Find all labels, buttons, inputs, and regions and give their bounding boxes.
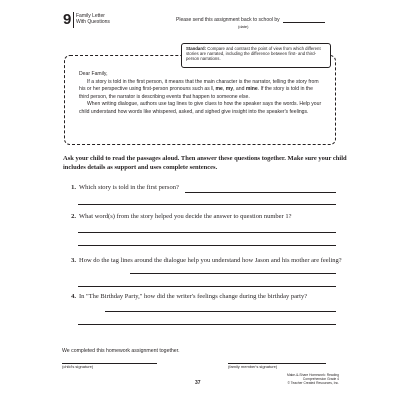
question-4-text: In "The Birthday Party," how did the writer's feelings change during the birthday party? <box>79 293 308 300</box>
answer-line-4b[interactable] <box>78 324 336 325</box>
header-divider <box>73 12 74 28</box>
answer-line-3a[interactable] <box>130 273 336 274</box>
answer-line-4a[interactable] <box>105 311 336 312</box>
pronoun-me: me <box>215 86 223 93</box>
pronoun-mine: mine <box>245 86 258 93</box>
question-3-text: How do the tag lines around the dialogue help you understand how Jason and his mother are feeling? <box>79 257 342 264</box>
assignment-number: 9 <box>63 11 72 28</box>
child-signature-label: (child's signature) <box>62 364 94 369</box>
assignment-title-line1: Family Letter <box>76 13 105 19</box>
question-3 <box>63 257 348 265</box>
question-2-number: 2. <box>71 213 76 220</box>
pronoun-my: my <box>225 86 234 93</box>
family-letter <box>79 71 324 117</box>
completion-statement: We completed this homework assignment together. <box>62 348 180 354</box>
instructions: Ask your child to read the passages aloud. Then answer these questions together. Make sure your child includes details as support and uses complete sentences. <box>63 155 347 171</box>
question-3-number: 3. <box>71 257 76 264</box>
question-1-number: 1. <box>71 184 76 191</box>
assignment-title-line2: With Questions <box>76 19 110 25</box>
question-1-text: Which story is told in the first person? <box>79 184 179 191</box>
letter-paragraph-1 <box>79 79 324 102</box>
pronoun-i: I <box>211 86 213 93</box>
standard-text: Compare and contrast the point of view from which different stories are narrated, including the difference between first- and third-person narrations. <box>186 46 321 62</box>
pronoun-sep-3: , and <box>233 86 246 93</box>
return-date-blank[interactable] <box>283 17 325 23</box>
copyright-line-1: Make-&-Share Homework: Reading Comprehension Grade 4 <box>286 373 339 381</box>
question-2 <box>63 213 348 221</box>
copyright-line-2: © Teacher Created Resources, Inc. <box>287 381 339 385</box>
family-signature-label: (family member's signature) <box>228 364 278 369</box>
answer-line-1b[interactable] <box>78 204 336 205</box>
question-2-text: What word(s) from the story helped you decide the answer to question number 1? <box>79 213 292 220</box>
return-date-text: Please send this assignment back to school by <box>176 17 280 23</box>
letter-paragraph-1-end: . If the story is told in the third person, the narrator is describing events that happen to someone else. <box>79 86 313 100</box>
letter-paragraph-2: When writing dialogue, authors use tag lines to give clues to how the speaker says the words. Help your child understand how words like whispered, asked, and sighed give insight into the speaker's feelings. <box>79 101 322 115</box>
answer-line-1a[interactable] <box>185 192 336 193</box>
letter-paragraph-1-start: If a story is told in the first person, it means that the main character is the narrator, telling the story from his or her perspective using first-person pronouns such as <box>79 78 319 93</box>
date-label: (date) <box>238 24 249 29</box>
standard-label: Standard: <box>186 46 207 51</box>
answer-line-2b[interactable] <box>78 245 336 246</box>
letter-greeting: Dear Family, <box>79 71 108 77</box>
question-4 <box>63 293 348 301</box>
answer-line-3b[interactable] <box>78 286 336 287</box>
standard-box <box>181 43 331 68</box>
pronoun-sep-1: , <box>212 86 216 93</box>
return-date-instruction <box>176 17 325 23</box>
pronoun-sep-2: , <box>222 86 226 93</box>
page-number: 37 <box>195 380 201 386</box>
answer-line-2a[interactable] <box>78 232 336 233</box>
assignment-title <box>76 13 126 25</box>
question-1 <box>63 184 348 192</box>
question-4-number: 4. <box>71 293 76 300</box>
copyright-notice <box>283 373 339 385</box>
